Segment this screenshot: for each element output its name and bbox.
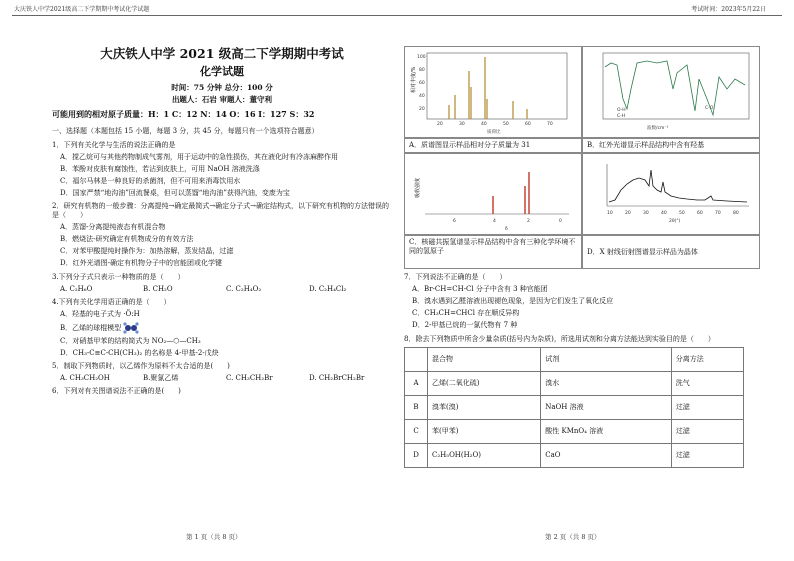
- table-cell: CaO: [541, 443, 672, 467]
- question-6: [52, 387, 392, 396]
- x-tick: 4: [493, 219, 496, 225]
- impurity-removal-table: [404, 347, 744, 468]
- x-tick: 20: [625, 211, 631, 217]
- table-row: [405, 419, 744, 443]
- question-4: [52, 298, 392, 358]
- question-stem: 7．下列说法不正确的是（ ）: [404, 273, 507, 282]
- inline-options: [60, 374, 392, 383]
- option-b: B．燃烧法-研究确定有机物成分的有效方法: [60, 235, 194, 244]
- caption-a: A．质谱图显示样品相对分子质量为 31: [404, 138, 582, 153]
- x-tick: 40: [481, 122, 487, 127]
- table-cell: B: [405, 395, 428, 419]
- table-header-cell: [405, 347, 428, 371]
- table-cell: 苯(甲苯): [428, 419, 541, 443]
- exam-title: 大庆铁人中学 2021 级高二下学期期中考试: [100, 46, 344, 61]
- option-c: C. C₂H₄O₂: [226, 284, 262, 293]
- table-cell: C₂H₅OH(H₂O): [428, 443, 541, 467]
- ir-spectrum-panel: [582, 46, 760, 138]
- right-page: [404, 46, 756, 468]
- y-tick: 40: [419, 94, 425, 99]
- mass-spectrum-panel: [404, 46, 582, 138]
- xrd-pattern-panel: [582, 153, 760, 235]
- x-tick: 70: [715, 211, 721, 217]
- caption-d: D．X 射线衍射图谱显示样品为晶体: [582, 235, 760, 269]
- x-axis-label: 2θ(°): [669, 219, 681, 225]
- x-tick: 50: [503, 122, 509, 127]
- y-tick: 20: [419, 107, 425, 112]
- y-tick: 60: [419, 81, 425, 86]
- question-stem: 2．研究有机物的一般步骤：分离提纯→确定最简式→确定分子式→确定结构式，以下研究有机物的方法错误的是（ ）: [52, 202, 390, 220]
- caption-b: B．红外光谱显示样品结构中含有羟基: [582, 138, 760, 153]
- x-tick: 10: [607, 211, 613, 217]
- table-header-cell: 试剂: [541, 347, 672, 371]
- x-axis-label: 质荷比: [487, 130, 501, 135]
- table-row: [405, 395, 744, 419]
- running-header-right: 考试时间：2023年5月22日: [691, 6, 766, 13]
- nmr-spectrum-plot: [409, 156, 577, 234]
- ir-label-co: C-O: [705, 106, 714, 111]
- option-b: B. CH₂O: [143, 284, 173, 293]
- option-d: D. CH₂BrCH₂Br: [309, 374, 365, 383]
- option-c: C．福尔马林是一种良好的杀菌剂，但不可用来消毒饮用水: [60, 176, 241, 185]
- left-page: [52, 46, 392, 396]
- x-tick: 80: [733, 211, 739, 217]
- question-1: [52, 141, 392, 198]
- x-tick: 2: [527, 219, 530, 225]
- table-cell: C: [405, 419, 428, 443]
- y-axis-label: 相对丰度/%: [411, 66, 417, 93]
- question-7: [404, 273, 756, 330]
- x-axis-label: δ: [505, 227, 508, 233]
- option-d: D．2-甲基已烷的一氯代物有 7 种: [412, 321, 518, 330]
- table-cell: 过滤: [671, 419, 743, 443]
- question-stem: 8．除去下列物质中所含少量杂质(括号内为杂质)，所选用试剂和分离方法能达到实验目的是（ ）: [404, 334, 715, 343]
- y-axis-label: 吸收强度: [415, 178, 421, 199]
- ethylene-ball-stick-model-icon: [123, 322, 139, 334]
- option-a: A. CH₃CH₂OH: [60, 374, 110, 383]
- option-c: C．对硝基甲苯的结构简式为 NO₂—⬡—CH₃: [60, 336, 201, 345]
- x-tick: 0: [559, 219, 562, 225]
- x-tick: 30: [459, 122, 465, 127]
- atomic-mass-line: 可能用到的相对原子质量：H：1 C：12 N：14 O：16 I：127 S：32: [52, 109, 315, 120]
- ir-spectrum-plot: [587, 49, 755, 135]
- ir-label-oh: O-H: [617, 108, 626, 113]
- y-tick: 80: [419, 68, 425, 73]
- table-cell: NaOH 溶液: [541, 395, 672, 419]
- table-cell: 乙烯(二氧化硫): [428, 371, 541, 395]
- option-d: D．红外光谱图-确定有机物分子中的官能团或化学键: [60, 259, 222, 268]
- table-cell: 溴苯(溴): [428, 395, 541, 419]
- question-stem: 6．下列对有关图谱说法不正确的是( ): [52, 387, 181, 396]
- table-cell: 过滤: [671, 443, 743, 467]
- inline-options: [60, 285, 392, 294]
- x-tick: 40: [661, 211, 667, 217]
- option-c: C．对苯甲酸提纯时操作为：加热溶解，蒸发结晶，过滤: [60, 247, 234, 256]
- table-cell: 过滤: [671, 395, 743, 419]
- x-tick: 60: [697, 211, 703, 217]
- x-tick: 70: [547, 122, 553, 127]
- question-stem: 5．制取下列物质时，以乙烯作为原料不太合适的是( ): [52, 362, 230, 371]
- option-b: B.聚氯乙烯: [143, 374, 179, 383]
- table-cell: 溴水: [541, 371, 672, 395]
- ir-label-ch: C-H: [617, 114, 626, 119]
- option-d: D．CH₃-C≡C-CH(CH₃)₂ 的名称是 4-甲基-2-戊炔: [60, 349, 219, 358]
- question-stem: 3.下列分子式只表示一种物质的是（ ）: [52, 272, 185, 281]
- x-axis-label: 波数/cm⁻¹: [647, 126, 669, 131]
- caption-c: C．核磁共振氢谱显示样品结构中含有三种化学环境不同的氢原子: [404, 235, 582, 269]
- option-c: C．CH₃CH=CHCl 存在顺反异构: [412, 309, 520, 318]
- table-header-cell: 分离方法: [671, 347, 743, 371]
- x-tick: 50: [679, 211, 685, 217]
- exam-time-score: 时间：75 分钟 总分：100 分: [171, 82, 273, 92]
- x-tick: 30: [643, 211, 649, 217]
- option-a: A．蒸馏-分离提纯液态有机混合物: [60, 223, 166, 232]
- question-5: [52, 362, 392, 383]
- option-b: B．苯酚对皮肤有腐蚀性，若沾到皮肤上，可用 NaOH 溶液洗涤: [60, 164, 260, 173]
- nmr-spectrum-panel: [404, 153, 582, 235]
- option-d: D. C₂H₄Cl₂: [309, 284, 347, 293]
- spectra-figure-grid: [404, 46, 756, 269]
- table-header-row: [405, 347, 744, 371]
- table-cell: 酸性 KMnO₄ 溶液: [541, 419, 672, 443]
- option-d: D．国家严禁“地沟油”回流餐桌，但可以蒸馏“地沟油”获得汽油，变废为宝: [60, 188, 290, 197]
- option-c: C. CH₃CH₂Br: [226, 374, 273, 383]
- table-cell: D: [405, 443, 428, 467]
- x-tick: 20: [437, 122, 443, 127]
- page-footer-left: 第 1 页（共 8 页）: [186, 533, 242, 541]
- table-cell: A: [405, 371, 428, 395]
- mass-spectrum-plot: [409, 49, 577, 135]
- header-divider: [12, 15, 782, 16]
- table-cell: 洗气: [671, 371, 743, 395]
- question-2: [52, 202, 392, 269]
- option-a: A．羟基的电子式为 ·Ö:H: [60, 309, 140, 318]
- question-3: [52, 273, 392, 294]
- question-stem: 4.下列有关化学用语正确的是（ ）: [52, 297, 171, 306]
- running-header-left: 大庆铁人中学2021级高二下学期期中考试化学试题: [14, 6, 150, 13]
- option-a: A. C₂H₆O: [60, 284, 93, 293]
- option-b-text: B．乙烯的球棍模型: [60, 323, 122, 332]
- page-footer-right: 第 2 页（共 8 页）: [545, 533, 601, 541]
- question-stem: 1．下列有关化学与生活的说法正确的是: [52, 140, 176, 149]
- x-tick: 60: [525, 122, 531, 127]
- option-b: [60, 322, 392, 334]
- y-tick: 100: [417, 55, 426, 60]
- option-a: A．搅乙烷可与其他药物制成气雾剂，用于运动中的急性损伤，其在液化时有冷冻麻醉作用: [60, 152, 339, 161]
- table-row: [405, 443, 744, 467]
- x-tick: 6: [453, 219, 456, 225]
- section-intro: 一、选择题（本题包括 15 小题，每题 3 分，共 45 分，每题只有一个选项符合题意）: [52, 127, 319, 136]
- table-header-cell: 混合物: [428, 347, 541, 371]
- option-a: A．Br-CH=CH-Cl 分子中含有 3 种官能团: [412, 285, 548, 294]
- option-b: B．溴水遇到乙醛溶液出现褪色现象，是因为它们发生了氧化反应: [412, 297, 614, 306]
- exam-authors: 出题人：石岩 审题人：董守利: [171, 95, 273, 105]
- question-8: [404, 335, 756, 344]
- xrd-pattern-plot: [587, 156, 755, 234]
- exam-subtitle: 化学试题: [200, 65, 244, 79]
- table-row: [405, 371, 744, 395]
